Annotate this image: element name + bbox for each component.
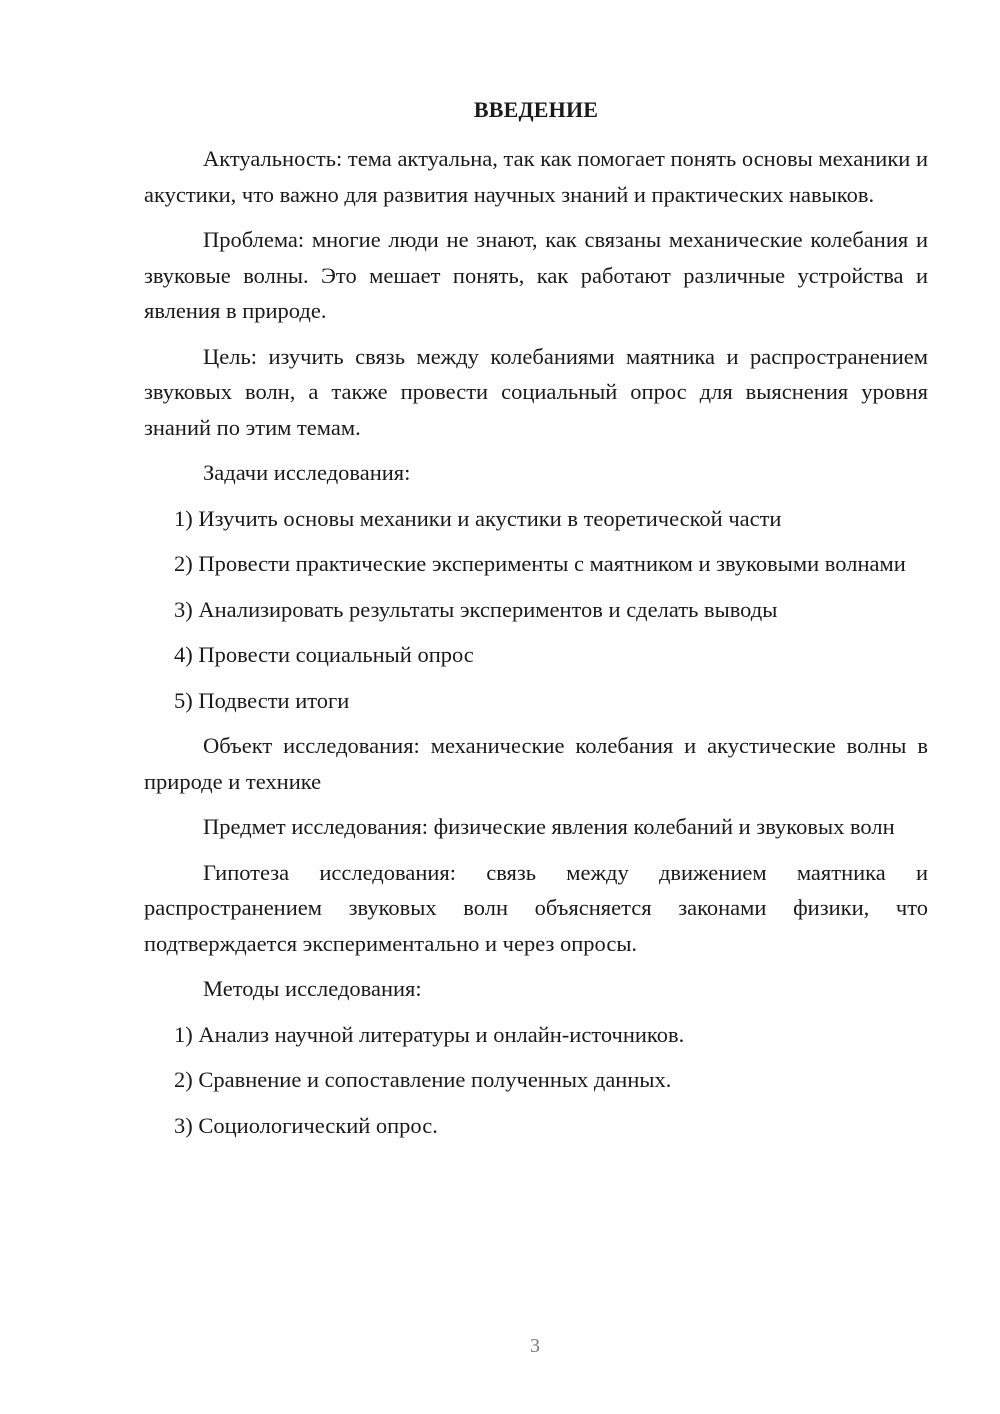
page-number: 3 bbox=[530, 1335, 540, 1357]
methods-heading: Методы исследования: bbox=[203, 976, 422, 1001]
section-body bbox=[144, 141, 928, 1153]
task-item: 3) Анализировать результаты экспериментов и сделать выводы bbox=[174, 596, 778, 622]
subject-paragraph: Предмет исследования: физические явления колебаний и звуковых волн bbox=[203, 814, 895, 839]
tasks-heading: Задачи исследования: bbox=[203, 460, 411, 485]
section-title: ВВЕДЕНИЕ bbox=[473, 97, 599, 122]
task-item: 1) Изучить основы механики и акустики в теоретической части bbox=[174, 505, 782, 531]
method-item: 1) Анализ научной литературы и онлайн-источников. bbox=[174, 1021, 685, 1047]
task-item: 4) Провести социальный опрос bbox=[174, 642, 474, 667]
method-item: 2) Сравнение и сопоставление полученных данных. bbox=[174, 1067, 672, 1092]
relevance-paragraph: Актуальность: тема актуальна, так как помогает понять основы механики и акустики, что важно для развития научных знаний и практических навыков. bbox=[144, 146, 928, 207]
method-item: 3) Социологический опрос. bbox=[174, 1112, 438, 1138]
task-item: 5) Подвести итоги bbox=[174, 687, 350, 713]
task-item: 2) Провести практические эксперименты с маятником и звуковыми волнами bbox=[174, 551, 906, 576]
goal-paragraph: Цель: изучить связь между колебаниями маятника и распространением звуковых волн, а также провести социальный опрос для выяснения уровня знаний по этим темам. bbox=[144, 343, 928, 440]
problem-paragraph: Проблема: многие люди не знают, как связаны механические колебания и звуковые волны. Это мешает понять, как работают различные устройства и явления в природе. bbox=[144, 227, 928, 323]
hypothesis-paragraph: Гипотеза исследования: связь между движением маятника и распространением звуковых волн объясняется законами физики, что подтверждается экспериментально и через опросы. bbox=[144, 859, 928, 956]
object-paragraph: Объект исследования: механические колебания и акустические волны в природе и технике bbox=[144, 733, 928, 794]
